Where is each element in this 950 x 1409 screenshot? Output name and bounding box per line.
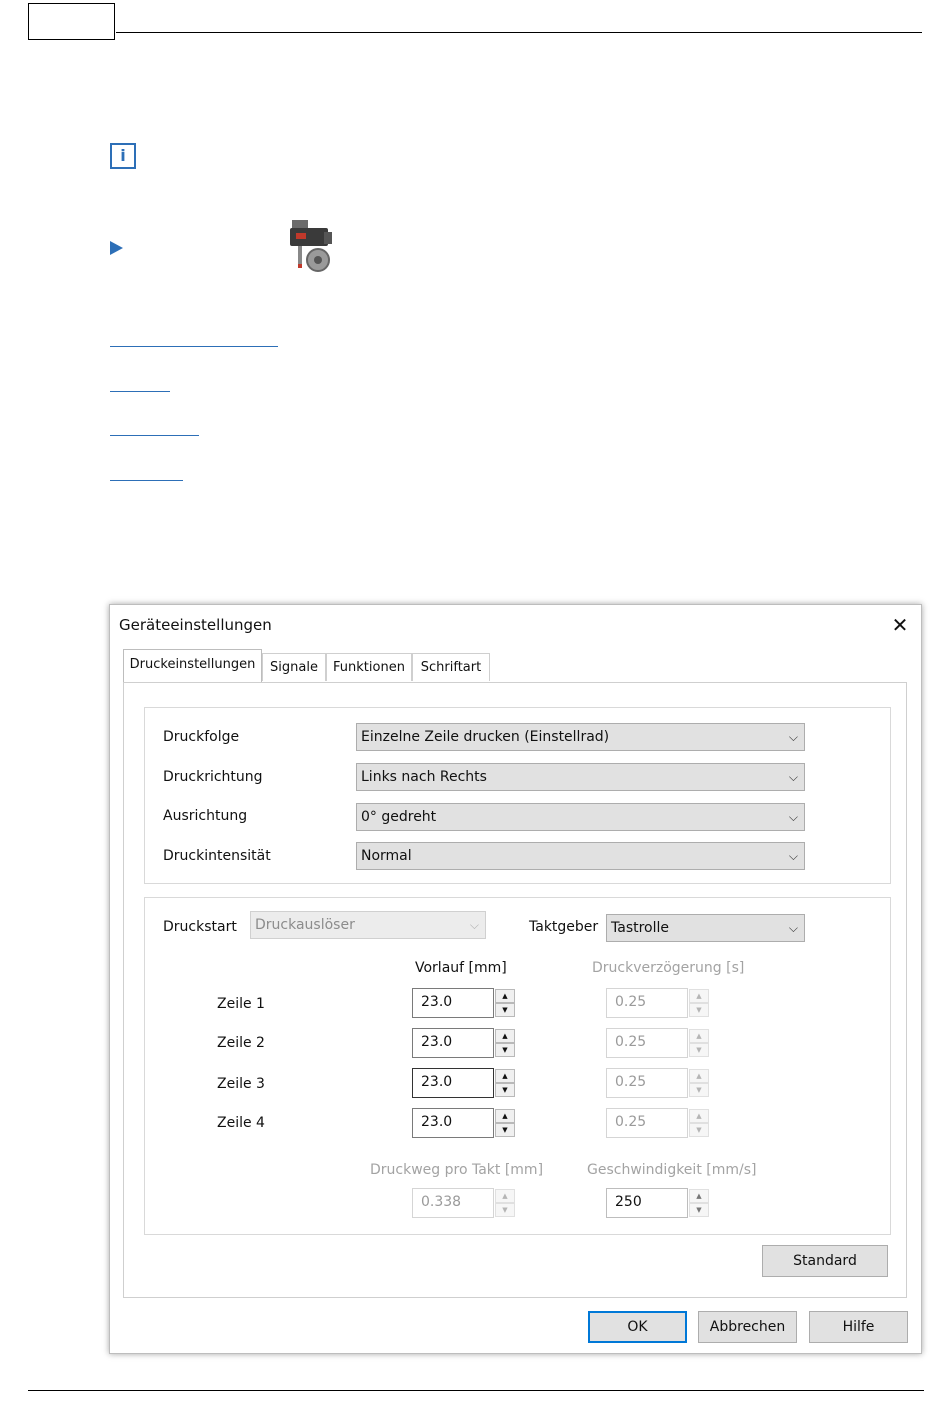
spin-up-icon[interactable]: ▲ bbox=[495, 1109, 515, 1123]
druckrichtung-select[interactable] bbox=[356, 763, 805, 791]
spin-down-icon[interactable]: ▼ bbox=[495, 1083, 515, 1097]
dialog-title: Geräteeinstellungen bbox=[119, 616, 272, 634]
spin-up-icon[interactable]: ▲ bbox=[495, 1189, 515, 1203]
verzoegerung-zeile-2-input[interactable]: 0.25 bbox=[606, 1028, 688, 1058]
druckintensitaet-value: Normal bbox=[361, 848, 412, 864]
tab-druckeinstellungen[interactable]: Druckeinstellungen bbox=[123, 649, 262, 682]
verzoegerung-zeile-1-input[interactable]: 0.25 bbox=[606, 988, 688, 1018]
spin-up-icon[interactable]: ▲ bbox=[689, 1069, 709, 1083]
spin-down-icon[interactable]: ▼ bbox=[495, 1003, 515, 1017]
close-icon[interactable]: ✕ bbox=[891, 613, 909, 637]
vorlauf-zeile-3-spinner bbox=[495, 1068, 517, 1098]
link-underline-2[interactable] bbox=[110, 391, 170, 392]
spin-down-icon[interactable]: ▼ bbox=[689, 1123, 709, 1137]
spin-down-icon[interactable]: ▼ bbox=[495, 1043, 515, 1057]
printer-device-icon bbox=[288, 216, 336, 276]
verzoegerung-zeile-4-input[interactable]: 0.25 bbox=[606, 1108, 688, 1138]
druckfolge-label: Druckfolge bbox=[163, 729, 240, 745]
druckstart-select[interactable] bbox=[250, 911, 486, 939]
device-settings-dialog bbox=[109, 604, 922, 1354]
row-label-zeile-3: Zeile 3 bbox=[217, 1076, 265, 1092]
row-label-zeile-4: Zeile 4 bbox=[217, 1115, 265, 1131]
chevron-down-icon: ⌵ bbox=[788, 921, 798, 935]
taktgeber-label: Taktgeber bbox=[529, 919, 599, 935]
tab-signale[interactable]: Signale bbox=[262, 653, 326, 681]
chevron-down-icon: ⌵ bbox=[788, 730, 798, 744]
vorlauf-zeile-1-spinner bbox=[495, 988, 517, 1018]
druckweg-label: Druckweg pro Takt [mm] bbox=[370, 1162, 544, 1178]
standard-button[interactable]: Standard bbox=[762, 1245, 888, 1277]
chevron-down-icon: ⌵ bbox=[469, 918, 479, 932]
help-button[interactable]: Hilfe bbox=[809, 1311, 908, 1343]
spin-up-icon[interactable]: ▲ bbox=[689, 1109, 709, 1123]
druckstart-value: Druckauslöser bbox=[255, 917, 355, 933]
chevron-down-icon: ⌵ bbox=[788, 770, 798, 784]
spin-up-icon[interactable]: ▲ bbox=[689, 989, 709, 1003]
row-label-zeile-2: Zeile 2 bbox=[217, 1035, 265, 1051]
link-underline-4[interactable] bbox=[110, 480, 183, 481]
druckrichtung-label: Druckrichtung bbox=[163, 769, 263, 785]
spin-up-icon[interactable]: ▲ bbox=[495, 1029, 515, 1043]
spin-up-icon[interactable]: ▲ bbox=[689, 1189, 709, 1203]
ausrichtung-select[interactable] bbox=[356, 803, 805, 831]
taktgeber-value: Tastrolle bbox=[611, 920, 670, 936]
druckintensitaet-select[interactable] bbox=[356, 842, 805, 870]
vorlauf-zeile-4-input[interactable]: 23.0 bbox=[412, 1108, 494, 1138]
druckstart-label: Druckstart bbox=[163, 919, 237, 935]
verzoegerung-zeile-3-input[interactable]: 0.25 bbox=[606, 1068, 688, 1098]
link-underline-1[interactable] bbox=[110, 346, 278, 347]
spin-down-icon[interactable]: ▼ bbox=[689, 1083, 709, 1097]
druckfolge-value: Einzelne Zeile drucken (Einstellrad) bbox=[361, 729, 610, 745]
ok-button[interactable]: OK bbox=[588, 1311, 687, 1343]
taktgeber-select[interactable] bbox=[606, 914, 805, 942]
spin-down-icon[interactable]: ▼ bbox=[495, 1203, 515, 1217]
chevron-down-icon: ⌵ bbox=[788, 849, 798, 863]
spin-up-icon[interactable]: ▲ bbox=[495, 989, 515, 1003]
druckfolge-select[interactable] bbox=[356, 723, 805, 751]
chevron-down-icon: ⌵ bbox=[788, 810, 798, 824]
druckweg-spinner bbox=[495, 1188, 517, 1218]
page-number-box bbox=[28, 3, 115, 40]
spin-down-icon[interactable]: ▼ bbox=[689, 1043, 709, 1057]
spin-up-icon[interactable]: ▲ bbox=[495, 1069, 515, 1083]
header-rule bbox=[116, 32, 922, 33]
verzoegerung-zeile-3-spinner bbox=[689, 1068, 711, 1098]
vorlauf-zeile-3-input[interactable]: 23.0 bbox=[412, 1068, 494, 1098]
footer-rule bbox=[28, 1390, 924, 1391]
verzoegerung-zeile-4-spinner bbox=[689, 1108, 711, 1138]
ausrichtung-label: Ausrichtung bbox=[163, 808, 248, 824]
vorlauf-zeile-2-input[interactable]: 23.0 bbox=[412, 1028, 494, 1058]
spin-down-icon[interactable]: ▼ bbox=[689, 1203, 709, 1217]
tab-funktionen[interactable]: Funktionen bbox=[326, 653, 412, 681]
druckrichtung-value: Links nach Rechts bbox=[361, 769, 487, 785]
vorlauf-column-header: Vorlauf [mm] bbox=[415, 960, 507, 976]
tab-schriftart[interactable]: Schriftart bbox=[412, 653, 490, 681]
ausrichtung-value: 0° gedreht bbox=[361, 809, 437, 825]
druckintensitaet-label: Druckintensität bbox=[163, 848, 271, 864]
cancel-button[interactable]: Abbrechen bbox=[698, 1311, 797, 1343]
print-start-group bbox=[144, 897, 891, 1235]
spin-down-icon[interactable]: ▼ bbox=[689, 1003, 709, 1017]
geschwindigkeit-input[interactable]: 250 bbox=[606, 1188, 688, 1218]
info-icon: i bbox=[110, 143, 136, 169]
spin-down-icon[interactable]: ▼ bbox=[495, 1123, 515, 1137]
geschwindigkeit-label: Geschwindigkeit [mm/s] bbox=[587, 1162, 757, 1178]
verzoegerung-column-header: Druckverzögerung [s] bbox=[592, 960, 745, 976]
row-label-zeile-1: Zeile 1 bbox=[217, 996, 265, 1012]
spin-up-icon[interactable]: ▲ bbox=[689, 1029, 709, 1043]
vorlauf-zeile-2-spinner bbox=[495, 1028, 517, 1058]
vorlauf-zeile-1-input[interactable]: 23.0 bbox=[412, 988, 494, 1018]
arrow-right-icon bbox=[110, 241, 123, 255]
verzoegerung-zeile-2-spinner bbox=[689, 1028, 711, 1058]
geschwindigkeit-spinner bbox=[689, 1188, 711, 1218]
verzoegerung-zeile-1-spinner bbox=[689, 988, 711, 1018]
link-underline-3[interactable] bbox=[110, 435, 199, 436]
vorlauf-zeile-4-spinner bbox=[495, 1108, 517, 1138]
druckweg-input[interactable]: 0.338 bbox=[412, 1188, 494, 1218]
